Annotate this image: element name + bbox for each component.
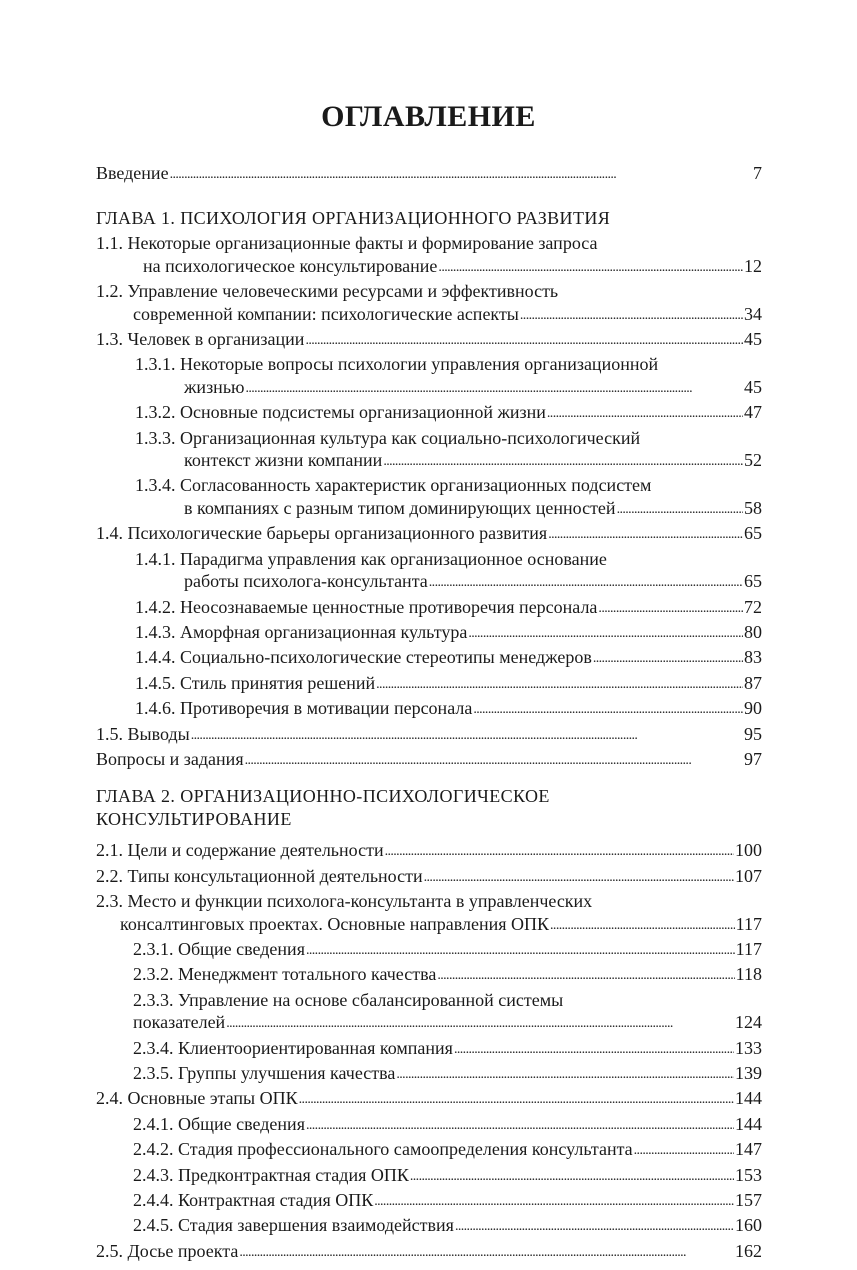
- dot-leader: [376, 671, 743, 696]
- toc-entry-intro[interactable]: [96, 162, 762, 187]
- dot-leader: [634, 1137, 734, 1162]
- toc-entry-title: 1.4.1. Парадигма управления как организационное основание: [135, 548, 607, 569]
- toc-page-number: 65: [744, 523, 762, 544]
- toc-entry[interactable]: [96, 1240, 762, 1265]
- toc-page-number: 45: [744, 376, 762, 397]
- toc-entry[interactable]: [96, 1062, 762, 1087]
- toc-page-number: 107: [735, 865, 762, 886]
- toc-page-number: 87: [744, 672, 762, 693]
- toc-page-number: 144: [735, 1088, 762, 1109]
- dot-leader: [437, 962, 734, 987]
- toc-entry-title: 2.3.5. Группы улучшения качества: [133, 1063, 396, 1083]
- toc-page-number: 95: [744, 723, 762, 744]
- toc-entry[interactable]: [96, 1214, 762, 1239]
- dot-leader: [239, 1239, 734, 1264]
- page-title: ОГЛАВЛЕНИЕ: [321, 100, 536, 133]
- toc-entry[interactable]: [96, 401, 762, 426]
- dot-leader: [170, 161, 752, 186]
- dot-leader: [385, 838, 734, 863]
- toc-entry-title-cont: на психологическое консультирование: [143, 255, 438, 276]
- toc-entry-title: 2.3.4. Клиентоориентированная компания: [133, 1037, 453, 1058]
- toc-page-number: 52: [744, 450, 762, 471]
- chapter-heading: [96, 785, 762, 831]
- toc-entry[interactable]: [96, 280, 762, 328]
- toc-entry[interactable]: [96, 328, 762, 353]
- toc-entry-title-cont: показателей: [133, 1012, 226, 1033]
- toc-entry-title-cont: жизнью: [184, 376, 245, 397]
- toc-entry-title: 2.3.1. Общие сведения: [133, 938, 305, 959]
- toc-page-number: 72: [744, 596, 762, 617]
- toc-entry[interactable]: [96, 748, 762, 773]
- toc-entry-title: 1.3.2. Основные подсистемы организационной жизни: [135, 402, 546, 423]
- dot-leader: [593, 645, 743, 670]
- toc-entry-title: 2.4. Основные этапы ОПК: [96, 1088, 298, 1109]
- toc-entry-title: 2.3.2. Менеджмент тотального качества: [133, 964, 437, 985]
- toc-page-number: 90: [744, 698, 762, 719]
- toc-entry[interactable]: [96, 989, 762, 1037]
- toc-entry-title: 1.3.3. Организационная культура как социально-психологический: [135, 427, 641, 448]
- toc-page-number: 12: [744, 255, 762, 276]
- dot-leader: [429, 569, 743, 594]
- toc-entry-title-cont: современной компании: психологические аспекты: [133, 303, 519, 324]
- toc-entry-title: 1.4.2. Неосознаваемые ценностные противоречия персонала: [135, 596, 598, 617]
- toc-page-number: 65: [744, 571, 762, 592]
- toc-entry-title: 1.3. Человек в организации: [96, 329, 305, 350]
- toc-entry-title: 1.2. Управление человеческими ресурсами и эффективность: [96, 281, 559, 302]
- toc-entry[interactable]: [96, 839, 762, 864]
- toc-entry-title: 1.1. Некоторые организационные факты и формирование запроса: [96, 233, 598, 254]
- table-of-contents: [96, 162, 762, 1265]
- toc-entry-title: Введение: [96, 163, 169, 183]
- toc-page-number: 47: [744, 402, 762, 423]
- toc-page-number: 83: [744, 647, 762, 668]
- dot-leader: [305, 327, 743, 352]
- toc-entry-title-cont: работы психолога-консультанта: [184, 571, 428, 592]
- toc-entry-title-cont: консалтинговых проектах. Основные направления ОПК: [120, 913, 550, 934]
- toc-entry[interactable]: [96, 1037, 762, 1062]
- dot-leader: [226, 1010, 734, 1035]
- toc-entry[interactable]: [96, 1087, 762, 1112]
- toc-entry[interactable]: [96, 697, 762, 722]
- toc-entry[interactable]: [96, 865, 762, 890]
- dot-leader: [306, 937, 735, 962]
- dot-leader: [468, 620, 743, 645]
- toc-entry[interactable]: [96, 474, 762, 522]
- dot-leader: [396, 1061, 734, 1086]
- toc-page-number: 139: [735, 1063, 762, 1083]
- dot-leader: [520, 302, 743, 327]
- toc-page-number: 34: [744, 303, 762, 324]
- toc-page-number: 118: [735, 964, 762, 985]
- toc-entry-title: 2.4.4. Контрактная стадия ОПК: [133, 1190, 374, 1211]
- toc-entry-title: 1.4.4. Социально-психологические стереотипы менеджеров: [135, 647, 592, 668]
- toc-page-number: 133: [735, 1037, 762, 1058]
- toc-entry[interactable]: [96, 963, 762, 988]
- chapter-heading-line: КОНСУЛЬТИРОВАНИЕ: [96, 809, 292, 830]
- toc-page-number: 117: [735, 938, 762, 959]
- toc-entry[interactable]: [96, 672, 762, 697]
- dot-leader: [617, 496, 743, 521]
- toc-entry-title-cont: контекст жизни компании: [184, 450, 383, 471]
- dot-leader: [454, 1036, 734, 1061]
- toc-entry[interactable]: [96, 232, 762, 280]
- toc-page-number: 124: [735, 1012, 762, 1033]
- dot-leader: [245, 747, 743, 772]
- toc-entry[interactable]: [96, 723, 762, 748]
- toc-entry-title: 1.4.3. Аморфная организационная культура: [135, 621, 468, 642]
- dot-leader: [410, 1163, 734, 1188]
- toc-page-number: 7: [753, 163, 762, 183]
- toc-page-number: 45: [744, 329, 762, 350]
- toc-entry[interactable]: [96, 596, 762, 621]
- chapter-heading: ГЛАВА 1. ПСИХОЛОГИЯ ОРГАНИЗАЦИОННОГО РАЗВИТИЯ: [96, 208, 611, 229]
- dot-leader: [191, 722, 743, 747]
- toc-entry-title: 2.3.3. Управление на основе сбалансированной системы: [133, 989, 564, 1010]
- toc-page-number: 160: [735, 1215, 762, 1236]
- toc-entry[interactable]: [96, 890, 762, 938]
- toc-page-number: 153: [735, 1164, 762, 1185]
- toc-page-number: 117: [735, 913, 762, 934]
- toc-entry[interactable]: [96, 522, 762, 547]
- toc-entry-title: 1.4.6. Противоречия в мотивации персонала: [135, 698, 473, 719]
- toc-entry[interactable]: [96, 548, 762, 596]
- toc-entry-title: 1.3.1. Некоторые вопросы психологии управления организационной: [135, 354, 659, 375]
- toc-entry-title: 1.4. Психологические барьеры организационного развития: [96, 523, 548, 544]
- toc-entry[interactable]: [96, 621, 762, 646]
- dot-leader: [548, 521, 743, 546]
- toc-entry-title: 2.4.5. Стадия завершения взаимодействия: [133, 1215, 454, 1236]
- dot-leader: [424, 864, 734, 889]
- toc-entry-title-cont: в компаниях с разным типом доминирующих ценностей: [184, 497, 616, 518]
- toc-entry[interactable]: [96, 938, 762, 963]
- toc-entry-title: 2.4.1. Общие сведения: [133, 1113, 305, 1134]
- toc-entry[interactable]: [96, 427, 762, 475]
- toc-page-number: 157: [735, 1190, 762, 1211]
- dot-leader: [598, 595, 743, 620]
- toc-page-number: 58: [744, 497, 762, 518]
- toc-entry[interactable]: [96, 646, 762, 671]
- toc-entry[interactable]: [96, 353, 762, 401]
- toc-entry-title: 2.1. Цели и содержание деятельности: [96, 840, 384, 861]
- toc-entry-title: 2.4.2. Стадия профессионального самоопределения консультанта: [133, 1139, 633, 1160]
- dot-leader: [455, 1213, 734, 1238]
- chapter-heading-line: ГЛАВА 2. ОРГАНИЗАЦИОННО-ПСИХОЛОГИЧЕСКОЕ: [96, 786, 550, 807]
- dot-leader: [306, 1112, 734, 1137]
- dot-leader: [550, 912, 735, 937]
- toc-page-number: 144: [735, 1113, 762, 1134]
- toc-entry-title: 1.5. Выводы: [96, 723, 190, 744]
- toc-page-number: 80: [744, 621, 762, 642]
- toc-entry[interactable]: [96, 1189, 762, 1214]
- toc-entry-title: Вопросы и задания: [96, 748, 244, 769]
- toc-entry-title: 1.3.4. Согласованность характеристик организационных подсистем: [135, 475, 652, 496]
- toc-page-number: 162: [735, 1240, 762, 1261]
- toc-page-number: 97: [744, 748, 762, 769]
- dot-leader: [245, 375, 743, 400]
- toc-entry[interactable]: [96, 1164, 762, 1189]
- toc-entry-title: 2.2. Типы консультационной деятельности: [96, 865, 423, 886]
- toc-entry[interactable]: [96, 1138, 762, 1163]
- toc-entry-title: 2.5. Досье проекта: [96, 1240, 239, 1261]
- toc-entry-title: 2.3. Место и функции психолога-консультанта в управленческих: [96, 891, 593, 912]
- dot-leader: [299, 1086, 734, 1111]
- toc-page-number: 147: [735, 1139, 762, 1160]
- toc-entry-title: 1.4.5. Стиль принятия решений: [135, 672, 376, 693]
- toc-page-number: 100: [735, 840, 762, 861]
- toc-entry[interactable]: [96, 1113, 762, 1138]
- dot-leader: [547, 400, 743, 425]
- toc-entry-title: 2.4.3. Предконтрактная стадия ОПК: [133, 1164, 409, 1185]
- dot-leader: [473, 696, 743, 721]
- dot-leader: [438, 254, 743, 279]
- dot-leader: [374, 1188, 734, 1213]
- dot-leader: [383, 448, 743, 473]
